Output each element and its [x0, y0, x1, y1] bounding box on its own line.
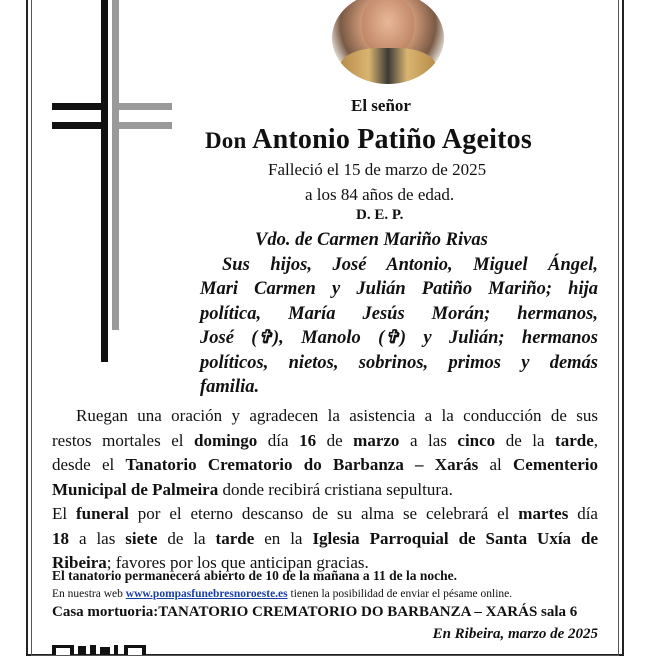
family-line: Mari Carmen y Julián Patiño Mariño; hija	[200, 279, 598, 299]
family-line: Vdo. de Carmen Mariño Rivas	[255, 230, 488, 250]
family-line: política, María Jesús Morán; hermanos,	[200, 303, 598, 324]
cross-horizontal-dark-bottom	[52, 122, 108, 129]
death-date: Falleció el 15 de marzo de 2025	[268, 160, 487, 179]
opening-hours: El tanatorio permanecerá abierto de 10 de la mañana a 11 de la noche.	[52, 568, 457, 583]
portrait-face	[362, 0, 414, 54]
family-block	[200, 228, 598, 400]
qr-code-icon	[52, 643, 150, 655]
web-note	[52, 588, 512, 600]
family-line: políticos, nietos, sobrinos, primos y demás	[200, 352, 598, 373]
rip: D. E. P.	[356, 207, 404, 223]
cross-vertical-dark	[101, 0, 108, 362]
cross-icon	[52, 0, 172, 362]
notice-line: Ruegan una oración y agradecen la asistencia a la conducción de sus	[76, 406, 598, 425]
website-link[interactable]: www.pompasfunebresnoroeste.es	[125, 588, 288, 600]
portrait-clothing	[340, 48, 436, 84]
age: a los 84 años de edad.	[305, 185, 455, 204]
cross-horizontal-dark-top	[52, 103, 108, 110]
notice-line: restos mortales el domingo día 16 de marzo a las cinco de la tarde,	[52, 430, 598, 450]
notice-line: desde el Tanatorio Crematorio do Barbanza – Xarás al Cementerio	[52, 455, 598, 474]
portrait-photo	[332, 0, 444, 84]
place-date: En Ribeira, marzo de 2025	[432, 626, 598, 642]
notice-line: Municipal de Palmeira donde recibirá cristiana sepultura.	[52, 479, 453, 499]
notice-line: El funeral por el eterno descanso de su alma se celebrará el martes día	[52, 504, 598, 523]
family-line: Sus hijos, José Antonio, Miguel Ángel,	[222, 254, 598, 275]
name-prefix: Don	[205, 128, 247, 153]
web-note-prefix: En nuestra web	[52, 588, 126, 600]
heading: El señor	[351, 96, 411, 115]
notice-line: Ribeira; favores por los que anticipan gracias.	[52, 553, 369, 572]
cross-vertical-gray	[112, 0, 119, 330]
funeral-home: Casa mortuoria:TANATORIO CREMATORIO DO BARBANZA – XARÁS sala 6	[52, 604, 578, 620]
notice-line: 18 a las siete de la tarde en la Iglesia Parroquial de Santa Uxía de	[52, 528, 598, 548]
notice-body	[52, 404, 598, 576]
web-note-suffix: tienen la posibilidad de enviar el pésame online.	[287, 588, 513, 600]
name-full: Antonio Patiño Ageitos	[252, 124, 532, 155]
deceased-name	[205, 124, 532, 156]
cross-horizontal-gray-bottom	[112, 122, 172, 129]
family-line: José (✞), Manolo (✞) y Julián; hermanos	[200, 328, 598, 348]
family-line: familia.	[200, 377, 260, 397]
cross-horizontal-gray-top	[112, 103, 172, 110]
